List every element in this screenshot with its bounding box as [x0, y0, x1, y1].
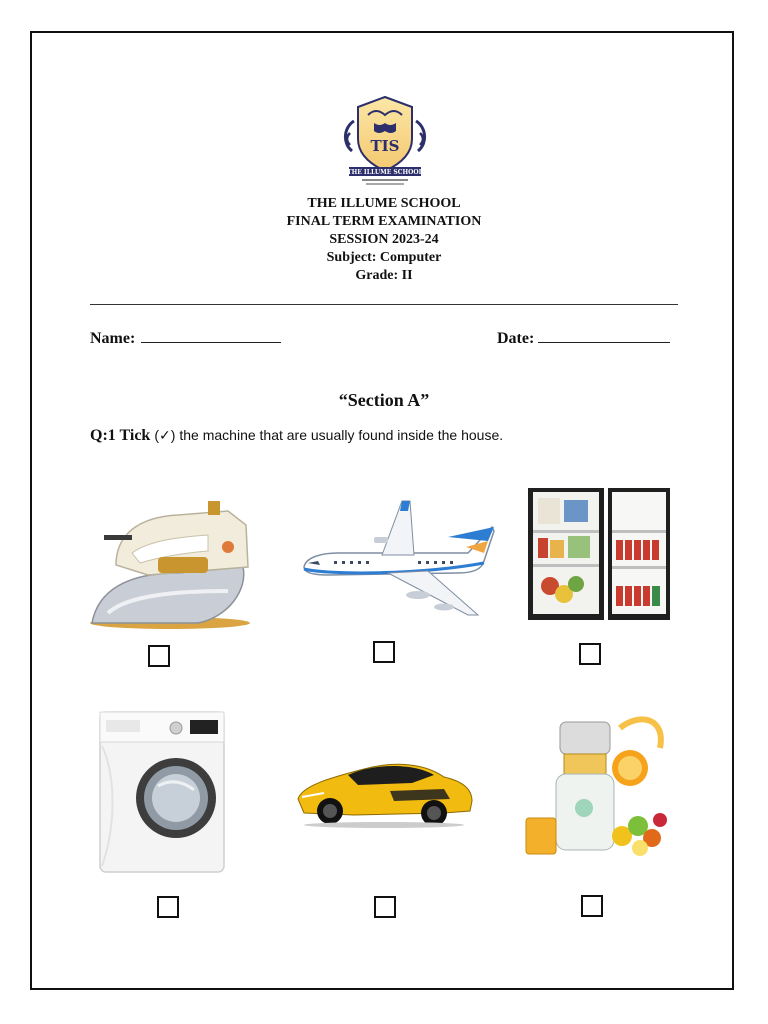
name-label: Name:	[90, 330, 136, 347]
date-field	[497, 328, 670, 348]
school-name: THE ILLUME SCHOOL	[307, 196, 461, 211]
session-label: SESSION 2023-24	[329, 232, 439, 247]
date-label: Date:	[497, 330, 535, 347]
logo-monogram: TIS	[370, 137, 400, 155]
car-checkbox[interactable]	[374, 896, 396, 918]
name-blank-line[interactable]	[141, 328, 281, 343]
question-text: the machine that are usually found inside the house.	[179, 427, 504, 443]
exam-header	[0, 195, 768, 285]
airplane-checkbox[interactable]	[373, 641, 395, 663]
airplane-image	[298, 497, 496, 621]
school-crest-logo	[340, 93, 430, 189]
tick-symbol: (✓)	[154, 427, 176, 443]
subject-label: Subject: Computer	[326, 250, 442, 265]
grade-label: Grade: II	[355, 268, 413, 283]
juicer-image	[520, 708, 672, 864]
refrigerator-checkbox[interactable]	[579, 643, 601, 665]
refrigerator-image	[526, 486, 671, 622]
washing-machine-image	[86, 706, 241, 880]
washing-machine-checkbox[interactable]	[157, 896, 179, 918]
name-field	[90, 328, 281, 348]
iron-checkbox[interactable]	[148, 645, 170, 667]
clothes-iron-image	[88, 495, 258, 635]
section-title: “Section A”	[338, 390, 430, 410]
question-1	[90, 427, 503, 445]
question-label: Q:1 Tick	[90, 427, 151, 444]
logo-banner-text: THE ILLUME SCHOOL	[347, 169, 423, 176]
exam-title: FINAL TERM EXAMINATION	[286, 214, 482, 229]
date-blank-line[interactable]	[538, 328, 670, 343]
juicer-checkbox[interactable]	[581, 895, 603, 917]
sports-car-image	[294, 755, 476, 829]
header-divider	[90, 304, 678, 305]
